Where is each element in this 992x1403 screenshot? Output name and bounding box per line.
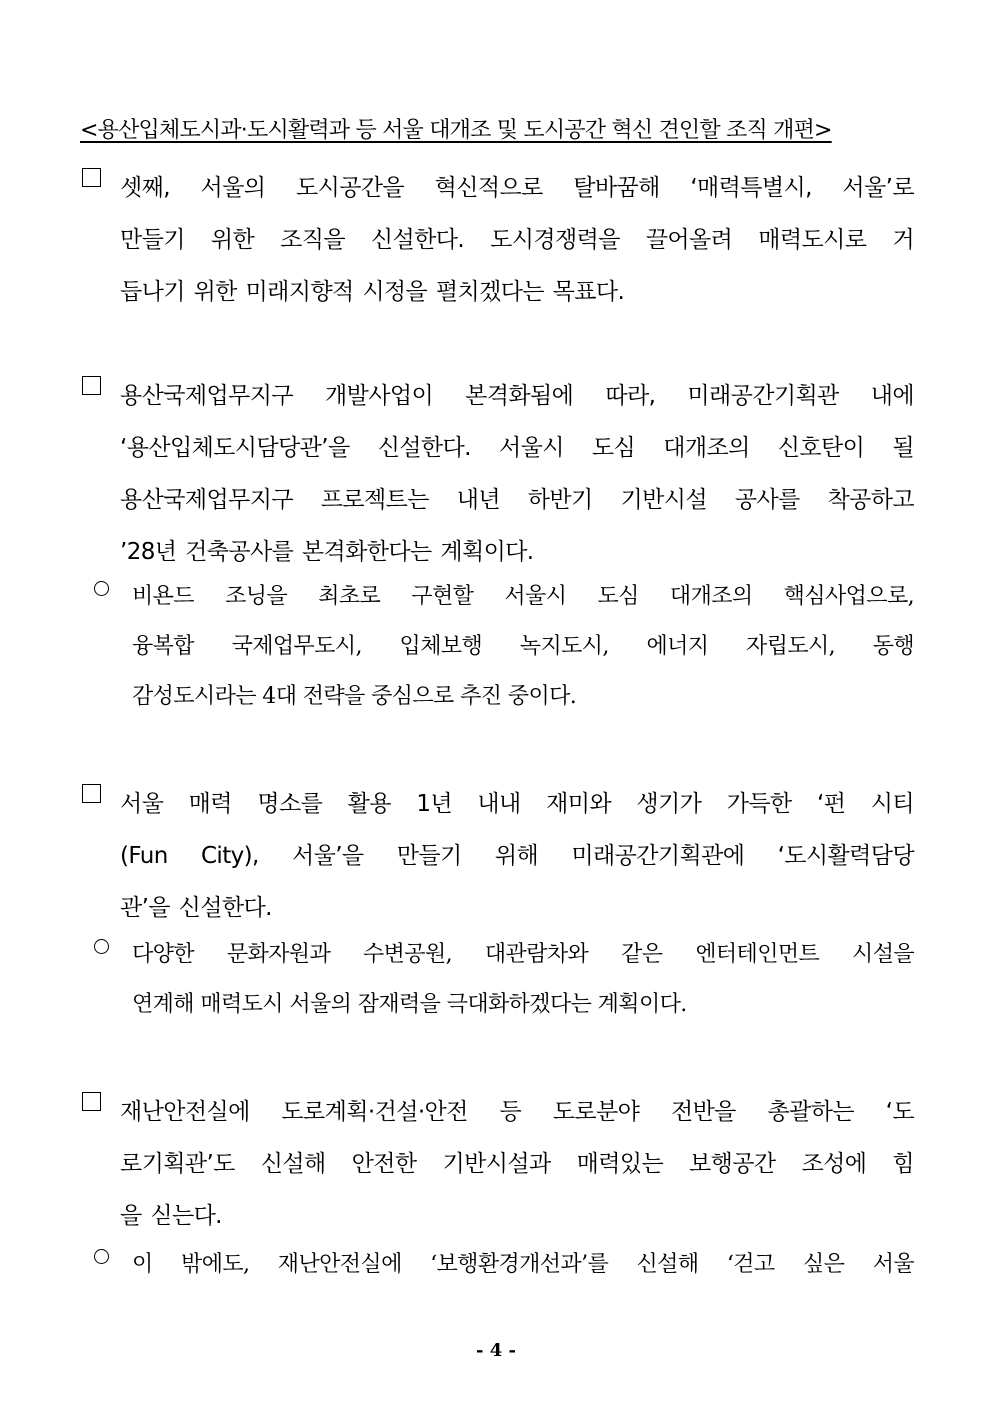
text-line: 서울 매력 명소를 활용 1년 내내 재미와 생기가 가득한 ‘펀 시티 xyxy=(120,791,914,817)
section-3-sub-text xyxy=(132,930,914,1030)
section-2 xyxy=(82,370,914,578)
text-line: 용산국제업무지구 프로젝트는 내년 하반기 기반시설 공사를 착공하고 xyxy=(120,487,914,513)
section-3-sub xyxy=(94,930,914,1030)
text-line: 이 밖에도, 재난안전실에 ‘보행환경개선과’를 신설해 ‘걷고 싶은 서울 xyxy=(132,1252,914,1277)
text-line: 재난안전실에 도로계획·건설·안전 등 도로분야 전반을 총괄하는 ‘도 xyxy=(120,1099,914,1125)
text-line: 셋째, 서울의 도시공간을 혁신적으로 탈바꿈해 ‘매력특별시, 서울’로 xyxy=(120,175,914,201)
text-line: ‘용산입체도시담당관’을 신설한다. 서울시 도심 대개조의 신호탄이 될 xyxy=(120,435,914,461)
section-1-text xyxy=(120,162,914,318)
text-line: 다양한 문화자원과 수변공원, 대관람차와 같은 엔터테인먼트 시설을 xyxy=(132,942,914,967)
text-line: 듭나기 위한 미래지향적 시정을 펼치겠다는 목표다. xyxy=(120,279,625,305)
square-bullet-icon xyxy=(82,1092,101,1111)
section-2-sub xyxy=(94,572,914,722)
square-bullet-icon xyxy=(82,376,101,395)
section-3-text xyxy=(120,778,914,934)
text-line: 비욘드 조닝을 최초로 구현할 서울시 도심 대개조의 핵심사업으로, xyxy=(132,584,914,609)
text-line: ’28년 건축공사를 본격화한다는 계획이다. xyxy=(120,539,534,565)
text-line: 만들기 위한 조직을 신설한다. 도시경쟁력을 끌어올려 매력도시로 거 xyxy=(120,227,914,253)
text-line: 융복합 국제업무도시, 입체보행 녹지도시, 에너지 자립도시, 동행 xyxy=(132,634,914,659)
circle-bullet-icon xyxy=(94,1249,109,1264)
document-heading: <용산입체도시과·도시활력과 등 서울 대개조 및 도시공간 혁신 견인할 조직 개편> xyxy=(80,118,832,143)
section-4-sub-text xyxy=(132,1240,914,1290)
text-line: 용산국제업무지구 개발사업이 본격화됨에 따라, 미래공간기획관 내에 xyxy=(120,383,914,409)
section-4-text xyxy=(120,1086,914,1242)
text-line: 을 싣는다. xyxy=(120,1203,222,1229)
section-4 xyxy=(82,1086,914,1242)
section-1 xyxy=(82,162,914,318)
circle-bullet-icon xyxy=(94,581,109,596)
text-line: 감성도시라는 4대 전략을 중심으로 추진 중이다. xyxy=(132,684,577,709)
section-2-sub-text xyxy=(132,572,914,722)
text-line: 연계해 매력도시 서울의 잠재력을 극대화하겠다는 계획이다. xyxy=(132,992,687,1017)
square-bullet-icon xyxy=(82,784,101,803)
text-line: 로기획관’도 신설해 안전한 기반시설과 매력있는 보행공간 조성에 힘 xyxy=(120,1151,914,1177)
circle-bullet-icon xyxy=(94,939,109,954)
section-2-text xyxy=(120,370,914,578)
text-line: 관’을 신설한다. xyxy=(120,895,272,921)
square-bullet-icon xyxy=(82,168,101,187)
section-3 xyxy=(82,778,914,934)
text-line: (Fun City), 서울’을 만들기 위해 미래공간기획관에 ‘도시활력담당 xyxy=(120,843,914,869)
page-number: - 4 - xyxy=(476,1340,516,1361)
section-4-sub xyxy=(94,1240,914,1290)
